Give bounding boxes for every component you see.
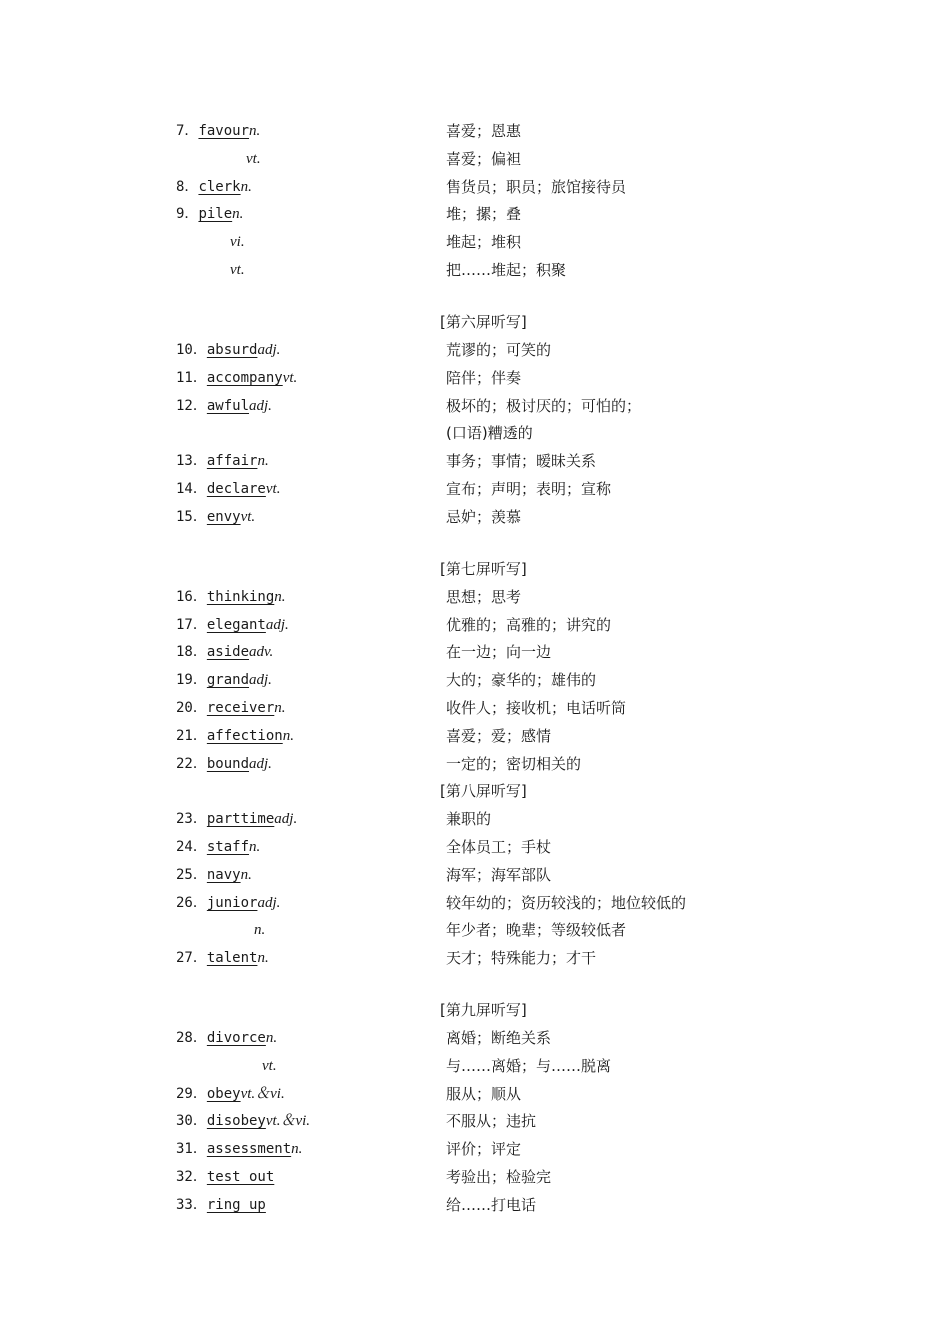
entry-meaning: 收件人；接收机；电话听筒 — [446, 698, 627, 717]
entry-word: grand — [206, 672, 250, 689]
entry-meaning: 大的；豪华的；雄伟的 — [446, 671, 597, 690]
entry-pos: vt.＆vi. — [240, 1085, 285, 1102]
entry-number: 32． — [176, 1169, 207, 1186]
entry-number: 19． — [176, 672, 207, 689]
entry-meaning: 评价；评定 — [446, 1140, 522, 1159]
entry-word: aside — [206, 644, 250, 661]
vocab-entry — [0, 448, 950, 476]
vocab-subentry — [0, 917, 950, 945]
entry-number: 16． — [176, 588, 207, 605]
vocab-entry — [0, 476, 950, 504]
entry-headword — [176, 612, 289, 640]
entry-word: junior — [206, 894, 258, 911]
entry-meaning: 忌妒；羡慕 — [446, 507, 522, 526]
section-title: [第六屏听写] — [440, 313, 527, 332]
entry-meaning: 不服从；违抗 — [446, 1112, 537, 1131]
vocab-entry — [0, 834, 950, 862]
entry-meaning: 在一边；向一边 — [446, 643, 552, 662]
vocab-entry — [0, 1108, 950, 1136]
entry-headword — [176, 1081, 285, 1109]
entry-word: affection — [206, 727, 283, 744]
section-title: [第九屏听写] — [440, 1001, 527, 1020]
entry-word: ring up — [206, 1196, 266, 1213]
entry-number: 11． — [176, 369, 207, 386]
entry-meaning: 一定的；密切相关的 — [446, 754, 582, 773]
entry-word: navy — [206, 866, 241, 883]
entry-headword — [176, 695, 286, 723]
entry-meaning: 年少者；晚辈；等级较低者 — [446, 921, 627, 940]
entry-pos: vt. — [230, 261, 245, 278]
entry-headword — [176, 448, 269, 476]
entry-meaning: 陪伴；伴奏 — [446, 368, 522, 387]
entry-meaning: 事务；事情；暧昧关系 — [446, 452, 597, 471]
vocab-entry — [0, 667, 950, 695]
entry-meaning: 把……堆起；积聚 — [446, 260, 567, 279]
entry-pos: adj. — [249, 672, 272, 689]
entry-headword — [176, 476, 280, 504]
entry-pos: n. — [240, 178, 252, 195]
entry-pos: n. — [274, 699, 286, 716]
entry-headword — [176, 393, 272, 421]
entry-number: 33． — [176, 1196, 207, 1213]
vocab-entry — [0, 612, 950, 640]
entry-pos: vt. — [246, 150, 261, 167]
entry-word: receiver — [206, 699, 275, 716]
vocab-subentry — [0, 257, 950, 285]
entry-pos: n. — [282, 727, 294, 744]
entry-word: divorce — [206, 1030, 266, 1047]
entry-word: clerk — [198, 178, 241, 195]
entry-pos: vt. — [265, 480, 281, 497]
section-title: [第七屏听写] — [440, 559, 527, 578]
entry-number: 17． — [176, 616, 207, 633]
entry-meaning: 全体员工；手杖 — [446, 837, 552, 856]
section-header — [0, 997, 950, 1025]
entry-headword — [176, 337, 280, 365]
vocab-entry — [0, 365, 950, 393]
vocab-entry — [0, 862, 950, 890]
entry-pos: adj. — [257, 341, 281, 358]
entry-word: thinking — [206, 588, 275, 605]
entry-headword — [176, 639, 273, 667]
entry-headword — [176, 1136, 302, 1164]
vocabulary-page — [0, 118, 950, 1220]
entry-number: 20． — [176, 699, 207, 716]
entry-pos: adj. — [249, 397, 272, 414]
entry-headword — [176, 1108, 310, 1136]
entry-meaning: 优雅的；高雅的；讲究的 — [446, 615, 612, 634]
vocab-entry — [0, 584, 950, 612]
entry-meaning: 堆起；堆积 — [446, 233, 522, 252]
entry-number: 21． — [176, 727, 207, 744]
vocab-entry — [0, 337, 950, 365]
vocab-entry — [0, 695, 950, 723]
vocab-entry — [0, 174, 950, 202]
entry-word: envy — [206, 508, 241, 525]
entry-meaning: 离婚；断绝关系 — [446, 1029, 552, 1048]
section-title: [第八屏听写] — [440, 782, 527, 801]
entry-meaning: 喜爱；恩惠 — [446, 122, 522, 140]
entry-headword — [176, 806, 297, 834]
entry-word: declare — [206, 480, 266, 497]
entry-word: parttime — [206, 811, 275, 828]
vocab-subentry — [0, 229, 950, 257]
entry-number: 28． — [176, 1030, 207, 1047]
entry-number: 22． — [176, 755, 207, 772]
entry-pos: adj. — [274, 811, 298, 828]
entry-number: 31． — [176, 1141, 207, 1158]
vocab-entry — [0, 504, 950, 532]
entry-number: 18． — [176, 644, 207, 661]
entry-headword — [176, 834, 260, 862]
entry-word: accompany — [206, 369, 283, 386]
entry-headword — [176, 751, 272, 779]
spacer — [0, 973, 950, 997]
entry-number: 25． — [176, 866, 207, 883]
entry-pos: n. — [274, 588, 286, 605]
entry-pos: vt. — [262, 1057, 277, 1074]
entry-word: favour — [198, 123, 250, 139]
entry-pos: n. — [254, 922, 266, 939]
entry-pos: adj. — [265, 616, 289, 633]
vocab-continuation — [0, 420, 950, 448]
vocab-subentry — [0, 1053, 950, 1081]
entry-pos: n. — [257, 950, 269, 967]
vocab-entry — [0, 639, 950, 667]
entry-headword — [176, 584, 286, 612]
vocab-entry — [0, 1136, 950, 1164]
vocab-entry — [0, 723, 950, 751]
entry-headword — [176, 945, 269, 973]
vocab-entry — [0, 1192, 950, 1220]
entry-pos: n. — [232, 206, 244, 223]
entry-number: 15． — [176, 508, 207, 525]
vocab-subentry — [0, 146, 950, 174]
vocab-entry — [0, 393, 950, 421]
entry-meaning: 极坏的；极讨厌的；可怕的； — [446, 396, 642, 415]
entry-number: 10． — [176, 341, 207, 358]
entry-word: pile — [198, 206, 233, 223]
entry-headword — [176, 504, 255, 532]
entry-meaning: 给……打电话 — [446, 1195, 537, 1214]
entry-word: staff — [206, 838, 250, 855]
entry-pos: n. — [249, 838, 261, 855]
entry-number: 24． — [176, 838, 207, 855]
entry-pos: n. — [257, 453, 269, 470]
entry-word: test out — [206, 1169, 275, 1186]
entry-meaning: 售货员；职员；旅馆接待员 — [446, 177, 627, 196]
entry-word: awful — [206, 397, 250, 414]
entry-headword — [176, 201, 243, 229]
entry-number: 27． — [176, 950, 207, 967]
vocab-entry — [0, 1081, 950, 1109]
entry-headword — [176, 118, 260, 146]
entry-meaning: 宣布；声明；表明；宣称 — [446, 479, 612, 498]
section-header — [0, 309, 950, 337]
vocab-entry — [0, 1025, 950, 1053]
entry-word: elegant — [206, 616, 266, 633]
entry-meaning: 兼职的 — [446, 810, 492, 829]
entry-number: 13． — [176, 453, 207, 470]
vocab-entry — [0, 945, 950, 973]
entry-number: 30． — [176, 1113, 207, 1130]
vocab-entry — [0, 201, 950, 229]
entry-meaning: 堆；摞；叠 — [446, 205, 522, 224]
entry-meaning: (口语)糟透的 — [446, 424, 533, 443]
entry-number: 9． — [176, 206, 199, 223]
entry-pos: n. — [265, 1030, 278, 1047]
section-header — [0, 556, 950, 584]
vocab-entry — [0, 118, 950, 146]
entry-meaning: 考验出；检验完 — [446, 1168, 552, 1187]
section-header — [0, 778, 950, 806]
entry-pos: adj. — [249, 755, 272, 772]
entry-number: 26． — [176, 894, 207, 911]
entry-pos: n. — [291, 1141, 303, 1158]
entry-headword — [176, 667, 272, 695]
vocab-entry — [0, 806, 950, 834]
entry-number: 29． — [176, 1085, 207, 1102]
entry-headword — [176, 1192, 266, 1220]
entry-word: affair — [206, 453, 258, 470]
entry-pos: vt.＆vi. — [265, 1113, 311, 1130]
entry-number: 14． — [176, 480, 207, 497]
entry-word: obey — [206, 1085, 241, 1102]
entry-pos: adj. — [257, 894, 281, 911]
entry-word: bound — [206, 755, 250, 772]
entry-headword — [176, 862, 252, 890]
entry-meaning: 喜爱；爱；感情 — [446, 726, 552, 745]
entry-word: assessment — [206, 1141, 292, 1158]
entry-meaning: 天才；特殊能力；才干 — [446, 949, 597, 968]
entry-number: 8． — [176, 178, 199, 195]
entry-headword — [176, 365, 297, 393]
vocab-entry — [0, 751, 950, 779]
entry-pos: vt. — [282, 369, 298, 386]
entry-number: 23． — [176, 811, 207, 828]
entry-headword — [176, 890, 280, 918]
entry-meaning: 喜爱；偏袒 — [446, 149, 522, 168]
entry-word: disobey — [206, 1113, 266, 1130]
entry-headword — [176, 1025, 277, 1053]
entry-pos: adv. — [249, 644, 274, 661]
entry-pos: vi. — [230, 234, 245, 251]
vocab-entry — [0, 890, 950, 918]
entry-meaning: 荒谬的；可笑的 — [446, 340, 552, 359]
entry-word: talent — [206, 950, 258, 967]
entry-number: 7． — [176, 123, 199, 139]
vocab-entry — [0, 1164, 950, 1192]
spacer — [0, 285, 950, 309]
entry-word: absurd — [206, 341, 258, 358]
entry-pos: n. — [249, 123, 261, 139]
entry-headword — [176, 723, 294, 751]
entry-meaning: 思想；思考 — [446, 587, 522, 606]
entry-headword — [176, 174, 252, 202]
entry-meaning: 与……离婚；与……脱离 — [446, 1056, 612, 1075]
entry-meaning: 海军；海军部队 — [446, 865, 552, 884]
entry-pos: vt. — [240, 508, 256, 525]
spacer — [0, 532, 950, 556]
entry-headword — [176, 1164, 274, 1192]
entry-meaning: 较年幼的；资历较浅的；地位较低的 — [446, 893, 687, 912]
entry-meaning: 服从；顺从 — [446, 1084, 522, 1103]
entry-pos: n. — [240, 866, 252, 883]
entry-number: 12． — [176, 397, 207, 414]
